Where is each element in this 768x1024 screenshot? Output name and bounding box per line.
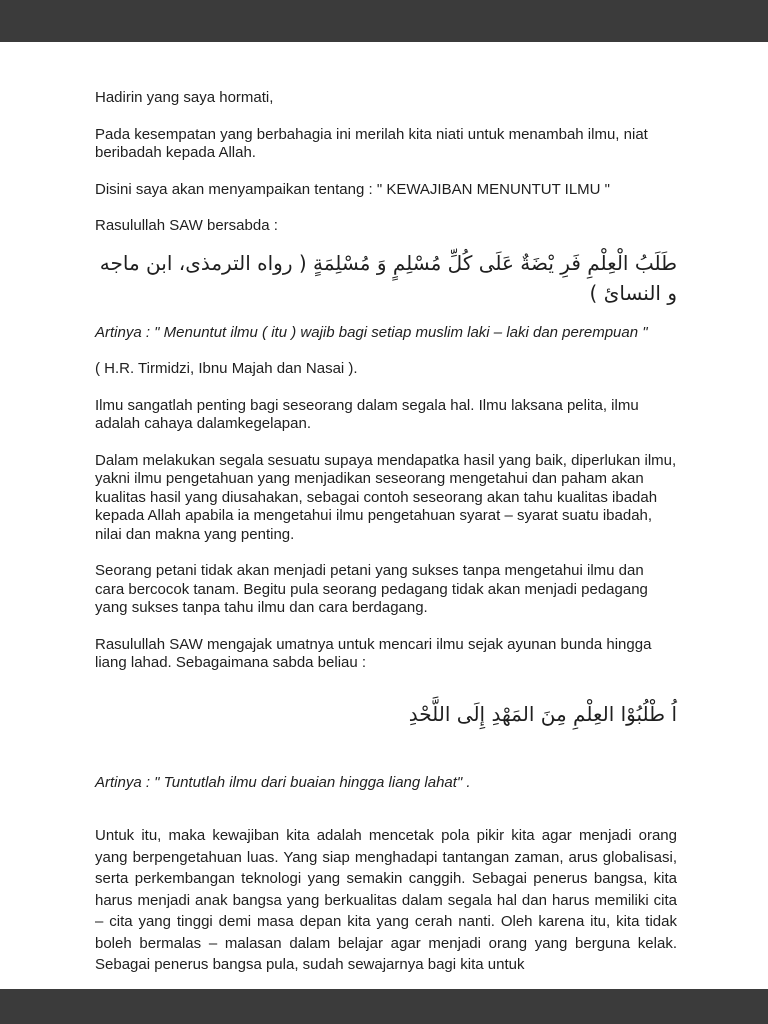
paragraph-body-3: Seorang petani tidak akan menjadi petani yang sukses tanpa mengetahui ilmu dan cara bercocok tanam. Begitu pula seorang pedagang tidak akan menjadi pedagang yang sukses tanpa tahu ilmu dan cara berdagang. bbox=[95, 562, 648, 616]
paragraph-hadith-source: ( H.R. Tirmidzi, Ibnu Majah dan Nasai ). bbox=[95, 360, 358, 377]
document-page bbox=[0, 42, 768, 989]
paragraph-hadith-intro-1: Rasulullah SAW bersabda : bbox=[95, 217, 278, 234]
paragraph-topic: Disini saya akan menyampaikan tentang : " KEWAJIBAN MENUNTUT ILMU " bbox=[95, 180, 610, 198]
paragraph-closing: Untuk itu, maka kewajiban kita adalah mencetak pola pikir kita agar menjadi orang yang berpengetahuan luas. Yang siap menghadapi tantangan zaman, arus globalisasi, serta perkembangan teknologi yang semakin canggih. Sebagai penerus bangsa, kita harus menjadi anak bangsa yang berkualitas dalam segala hal dan harus memiliki cita – cita yang tinggi demi masa depan kita yang cerah nanti. Oleh karena itu, kita tidak boleh bermalas – malasan dalam belajar agar menjadi orang yang berguna kelak. Sebagai penerus bangsa pula, sudah sewajarnya bagi kita untuk bbox=[95, 827, 677, 973]
paragraph-salutation: Hadirin yang saya hormati, bbox=[95, 89, 274, 106]
paragraph-body-1: Ilmu sangatlah penting bagi seseorang dalam segala hal. Ilmu laksana pelita, ilmu adalah cahaya dalamkegelapan. bbox=[95, 396, 639, 432]
paragraph-hadith-intro-2: Rasulullah SAW mengajak umatnya untuk mencari ilmu sejak ayunan bunda hingga liang lahad. Sebagaimana sabda beliau : bbox=[95, 635, 652, 671]
arabic-hadith-2: اُ طْلُبُوْا العِلْمِ مِنَ المَهْدِ إِلَى اللَّحْدِ bbox=[408, 701, 677, 726]
paragraph-translation-2: Artinya : " Tuntutlah ilmu dari buaian hingga liang lahat" . bbox=[95, 773, 471, 791]
arabic-hadith-1: طَلَبُ الْعِلْمِ فَرِ يْضَةٌ عَلَى كُلِّ مُسْلِمٍ وَ مُسْلِمَةٍ ( رواه الترمذى، ابن ماجه و النسائ ) bbox=[99, 250, 677, 305]
paragraph-translation-1: Artinya : " Menuntut ilmu ( itu ) wajib bagi setiap muslim laki – laki dan perempuan " bbox=[95, 323, 648, 341]
paragraph-opening: Pada kesempatan yang berbahagia ini merilah kita niati untuk menambah ilmu, niat beribadah kepada Allah. bbox=[95, 125, 648, 161]
paragraph-body-2: Dalam melakukan segala sesuatu supaya mendapatka hasil yang baik, diperlukan ilmu, yakni ilmu pengetahuan yang menjadikan seseorang mengetahui dan paham akan kualitas hasil yang diusahakan, sebagai contoh seseorang akan tahu kualitas ibadah kepada Allah apabila ia mengetahui ilmu pengetahuan syarat – syarat suatu ibadah, nilai dan makna yang penting. bbox=[95, 451, 677, 543]
